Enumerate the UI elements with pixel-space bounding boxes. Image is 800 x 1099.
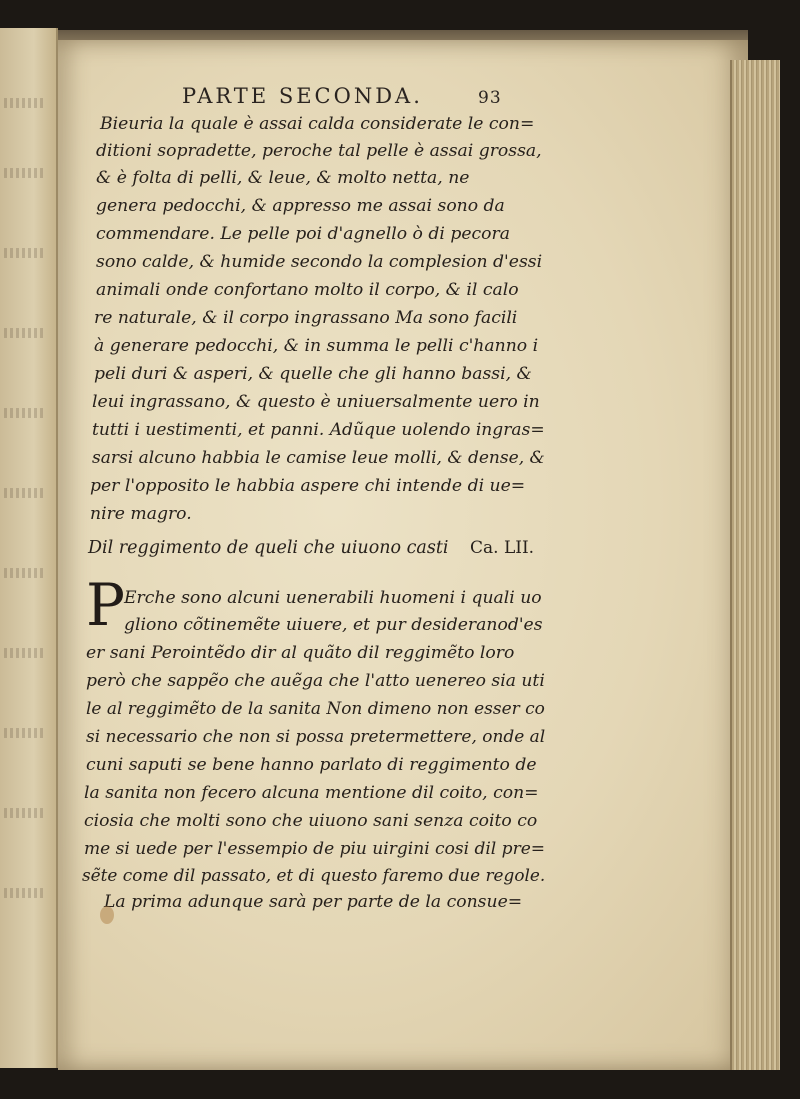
running-head-title: PARTE SECONDA. bbox=[182, 84, 423, 108]
text-line: sono calde, & humide secondo la complesion d'essi bbox=[96, 252, 543, 272]
text-line: genera pedocchi, & appresso me assai sono da bbox=[96, 196, 505, 216]
text-line: re naturale, & il corpo ingrassano Ma sono facili bbox=[94, 308, 518, 328]
text-line: si necessario che non si possa pretermettere, onde al bbox=[86, 727, 546, 747]
text-line: peli duri & asperi, & quelle che gli hanno bassi, & bbox=[94, 364, 532, 384]
left-page-edge bbox=[0, 28, 58, 1068]
text-line: La prima adunque sarà per parte de la consue= bbox=[104, 892, 523, 912]
page-edges bbox=[730, 60, 780, 1070]
text-line: le al reggimẽto de la sanita Non dimeno non esser co bbox=[86, 699, 545, 719]
text-line: però che sappẽo che auẽga che l'atto uenereo sia uti bbox=[86, 671, 545, 691]
text-line: & è folta di pelli, & leue, & molto netta, ne bbox=[96, 168, 470, 188]
chapter-title: Dil reggimento de queli che uiuono casti bbox=[88, 538, 449, 558]
text-line: leui ingrassano, & questo è uniuersalmente uero in bbox=[92, 392, 540, 412]
text-line: ciosia che molti sono che uiuono sani senza coito co bbox=[84, 811, 538, 831]
text-line: la sanita non fecero alcuna mentione dil coito, con= bbox=[84, 783, 539, 803]
text-line: Bieuria la quale è assai calda considerate le con= bbox=[100, 114, 535, 134]
chapter-number: Ca. LII. bbox=[470, 538, 535, 558]
folio-number: 93 bbox=[478, 88, 502, 108]
ink-stain bbox=[100, 906, 114, 924]
running-head bbox=[182, 84, 522, 108]
text-line: cuni saputi se bene hanno parlato di reggimento de bbox=[86, 755, 537, 775]
text-line: tutti i uestimenti, et panni. Adũque uolendo ingras= bbox=[92, 420, 545, 440]
text-line: gliono cõtinemẽte uiuere, et pur desideranod'es bbox=[124, 615, 543, 635]
text-line: à generare pedocchi, & in summa le pelli c'hanno i bbox=[94, 336, 539, 356]
text-line: Erche sono alcuni uenerabili huomeni i quali uo bbox=[124, 588, 542, 608]
text-line: nire magro. bbox=[90, 504, 192, 524]
text-line: animali onde confortano molto il corpo, & il calo bbox=[96, 280, 519, 300]
text-line: sarsi alcuno habbia le camise leue molli, & dense, & bbox=[92, 448, 545, 468]
text-line: me si uede per l'essempio de piu uirgini cosi dil pre= bbox=[84, 839, 546, 859]
text-line: ditioni sopradette, peroche tal pelle è assai grossa, bbox=[96, 141, 542, 161]
text-line: er sani Perointẽdo dir al quãto dil reggimẽto loro bbox=[86, 643, 515, 663]
text-line: sẽte come dil passato, et di questo faremo due regole. bbox=[82, 866, 546, 886]
text-line: commendare. Le pelle poi d'agnello ò di pecora bbox=[96, 224, 510, 244]
text-line: per l'opposito le habbia aspere chi intende di ue= bbox=[90, 476, 526, 496]
drop-capital: P bbox=[86, 571, 126, 639]
